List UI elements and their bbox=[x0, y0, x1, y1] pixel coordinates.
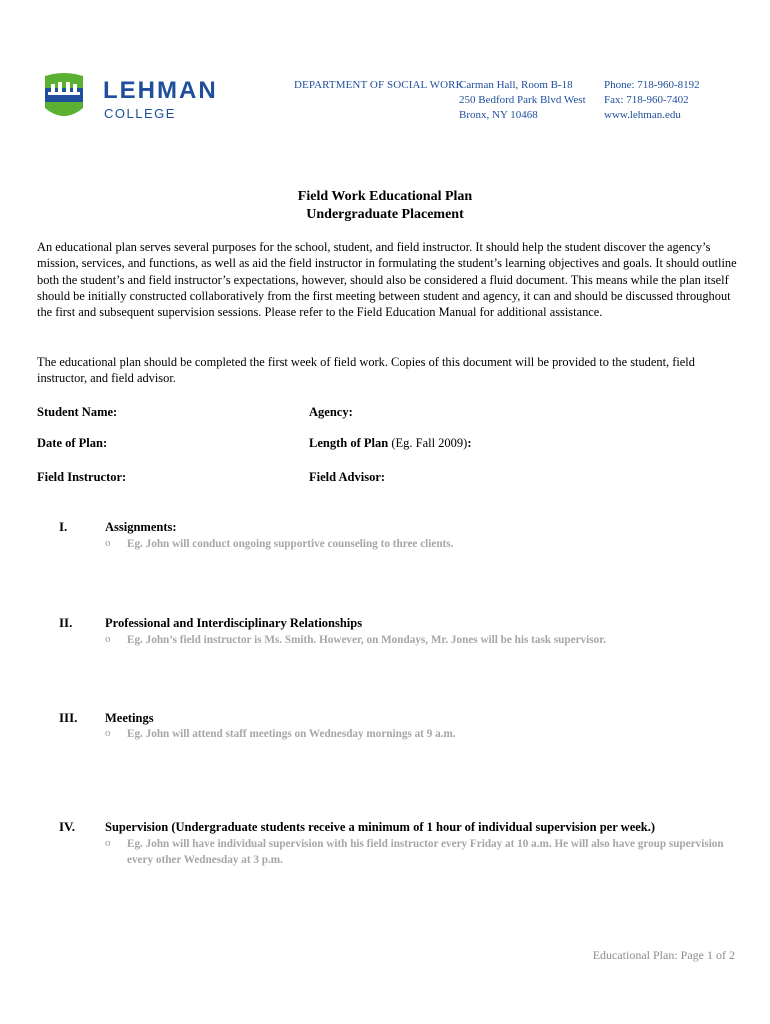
section-example: Eg. John will conduct ongoing supportive counseling to three clients. bbox=[127, 538, 454, 550]
department-name: DEPARTMENT OF SOCIAL WORK bbox=[294, 79, 464, 91]
logo-sub: COLLEGE bbox=[104, 106, 176, 121]
logo-name: LEHMAN bbox=[103, 77, 218, 104]
list-bullet: o bbox=[105, 633, 111, 645]
field-advisor-label: Field Advisor: bbox=[309, 470, 386, 484]
section-title-meetings: Meetings bbox=[105, 711, 154, 725]
length-of-plan-hint: (Eg. Fall 2009) bbox=[391, 436, 468, 450]
section-title-assignments: Assignments: bbox=[105, 520, 177, 534]
address-line: Carman Hall, Room B-18 bbox=[459, 79, 573, 91]
section-number: IV. bbox=[59, 819, 76, 834]
intro-paragraph: An educational plan serves several purposes for the school, student, and field instructor. It should help the student discover the agency’s mission, services, and functions, as well as aid the field instructor in formulating the student’s learning objectives and goals. It should outline both the student’s and field instructor’s expectations, however, should also be considered a fluid document. This means while the plan itself should be initially constructed collaboratively from the first meeting between student and agency, it can and should be discussed throughout the first and subsequent supervision sessions. Please refer to the Field Education Manual for additional assistance. bbox=[37, 240, 737, 320]
department-contact bbox=[604, 78, 700, 123]
page-footer: Educational Plan: Page 1 of 2 bbox=[592, 948, 735, 962]
department-address bbox=[459, 78, 586, 123]
document-title: Field Work Educational Plan bbox=[297, 189, 473, 204]
section-example: Eg. John’s field instructor is Ms. Smith. However, on Mondays, Mr. Jones will be his task supervisor. bbox=[127, 634, 606, 646]
length-of-plan-label bbox=[309, 436, 472, 451]
agency-label: Agency: bbox=[309, 405, 353, 419]
length-of-plan-text: Length of Plan bbox=[309, 436, 389, 450]
lehman-college-logo bbox=[43, 70, 223, 124]
phone-number: Phone: 718-960-8192 bbox=[604, 79, 700, 91]
field-instructor-label: Field Instructor: bbox=[37, 470, 127, 484]
list-bullet: o bbox=[105, 537, 111, 549]
section-title-relationships: Professional and Interdisciplinary Relationships bbox=[105, 616, 363, 630]
list-bullet: o bbox=[105, 727, 111, 739]
length-of-plan-colon: : bbox=[467, 436, 472, 450]
website-link[interactable]: www.lehman.edu bbox=[604, 109, 681, 121]
instructions-paragraph: The educational plan should be completed the first week of field work. Copies of this document will be provided to the student, field instructor, and field advisor. bbox=[37, 355, 695, 386]
document-subtitle: Undergraduate Placement bbox=[306, 207, 464, 222]
section-title-supervision: Supervision (Undergraduate students receive a minimum of 1 hour of individual supervision per week.) bbox=[105, 820, 656, 834]
section-example: Eg. John will attend staff meetings on Wednesday mornings at 9 a.m. bbox=[127, 728, 456, 740]
section-number: II. bbox=[59, 615, 73, 630]
address-line: Bronx, NY 10468 bbox=[459, 109, 538, 121]
section-number: I. bbox=[59, 519, 68, 534]
document-title-block bbox=[0, 188, 770, 224]
list-bullet: o bbox=[105, 837, 111, 849]
date-of-plan-label: Date of Plan: bbox=[37, 436, 108, 450]
section-number: III. bbox=[59, 710, 78, 725]
student-name-label: Student Name: bbox=[37, 405, 118, 419]
fax-number: Fax: 718-960-7402 bbox=[604, 94, 689, 106]
section-example: Eg. John will have individual supervision with his field instructor every Friday at 10 a.m. He will also have group supervision every other Wednesday at 3 p.m. bbox=[127, 838, 724, 866]
address-line: 250 Bedford Park Blvd West bbox=[459, 94, 586, 106]
